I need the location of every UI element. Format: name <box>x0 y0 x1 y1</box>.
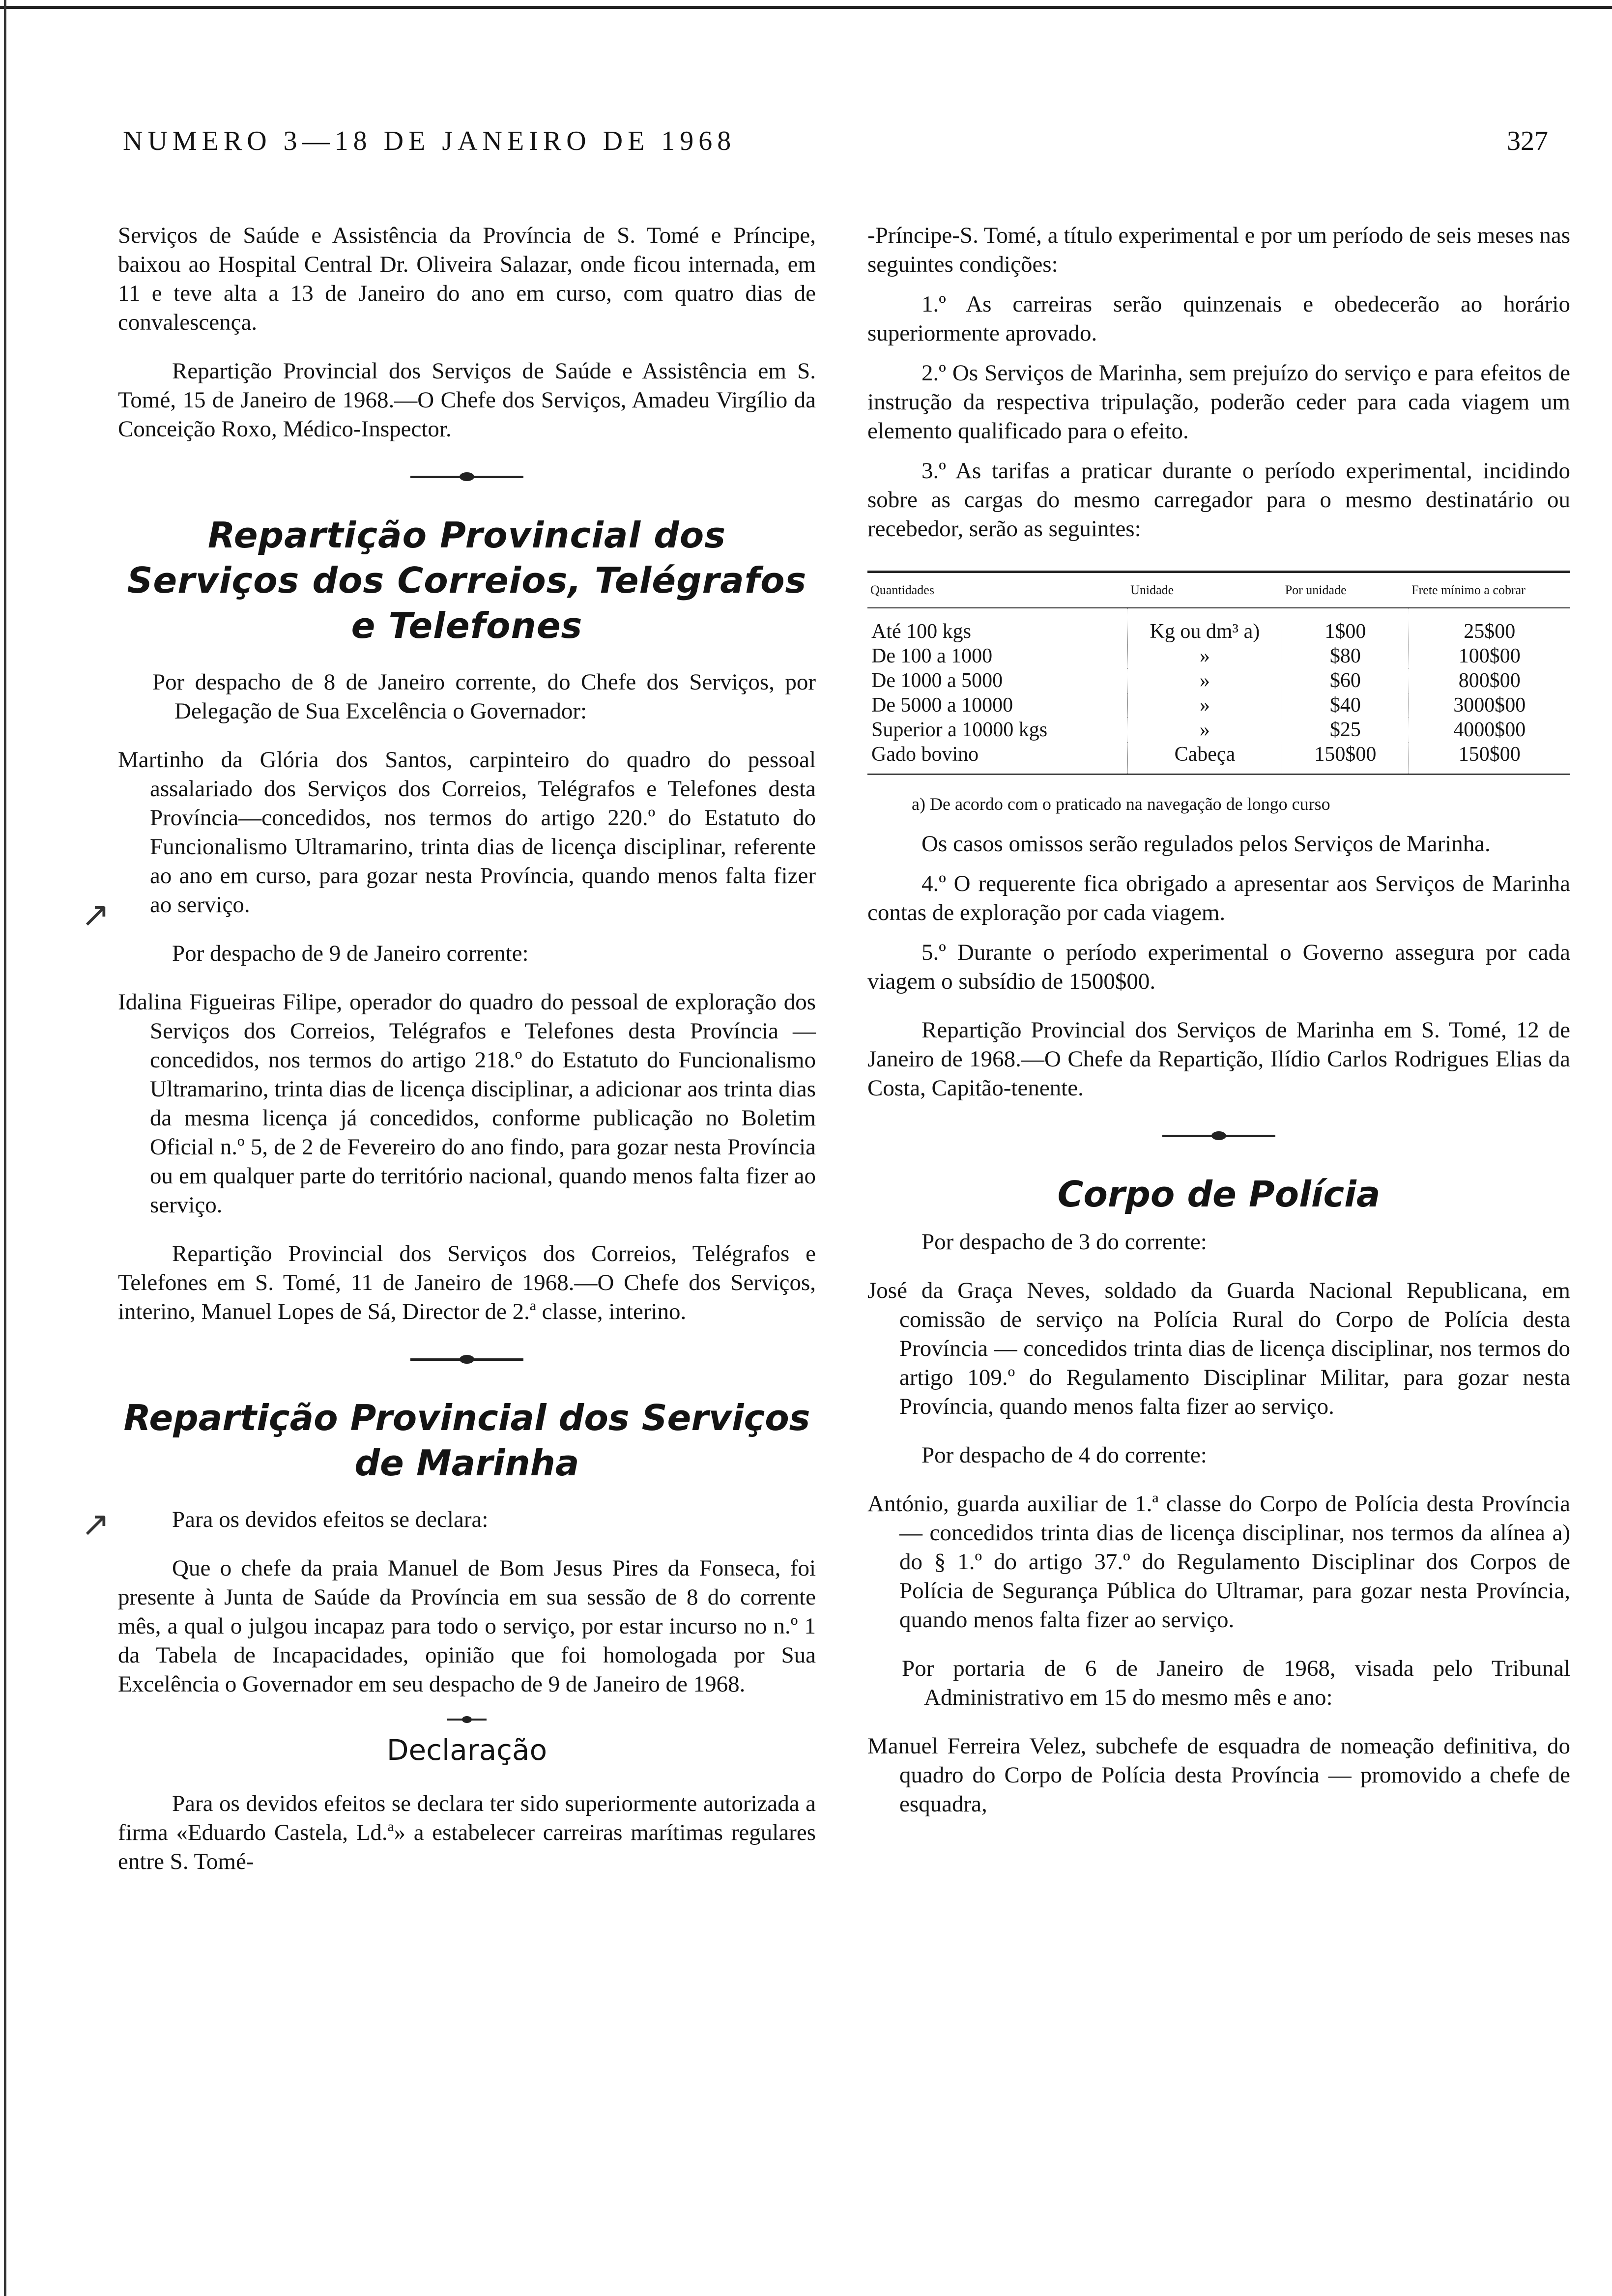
paragraph: Por despacho de 3 do corrente: <box>921 1229 1207 1255</box>
table-row <box>867 718 1570 742</box>
table-cell: $80 <box>1282 644 1409 668</box>
table-cell: Até 100 kgs <box>871 620 971 643</box>
page-number: 327 <box>1507 126 1548 156</box>
table-cell: 1$00 <box>1282 608 1409 644</box>
page-header <box>123 125 1548 155</box>
table-row <box>867 608 1570 644</box>
issue-date-heading: NUMERO 3—18 DE JANEIRO DE 1968 <box>123 126 736 156</box>
paragraph: -Príncipe-S. Tomé, a título experimental e por um período de seis meses nas seguintes condições: <box>867 223 1570 277</box>
table-row <box>867 644 1570 668</box>
table-cell: $25 <box>1282 718 1409 742</box>
table-row <box>867 693 1570 718</box>
table-cell: Superior a 10000 kgs <box>871 718 1048 741</box>
column-header: Por unidade <box>1282 572 1409 608</box>
tariff-table <box>867 571 1570 775</box>
table-row <box>867 742 1570 775</box>
table-cell: 3000$00 <box>1409 693 1570 718</box>
section-divider <box>410 1358 523 1361</box>
table-cell: $60 <box>1282 668 1409 693</box>
paragraph: Para os devidos efeitos se declara ter sido superiormente autorizada a firma «Eduardo Castela, Ld.ª» a estabelecer carreiras marítimas regulares entre S. Tomé- <box>118 1791 816 1874</box>
column-header: Frete mínimo a cobrar <box>1409 572 1570 608</box>
table-cell: 150$00 <box>1282 742 1409 775</box>
table-cell: De 5000 a 10000 <box>871 694 1013 717</box>
paragraph: Por despacho de 9 de Janeiro corrente: <box>172 941 529 966</box>
left-column <box>118 221 816 1876</box>
table-cell: $40 <box>1282 693 1409 718</box>
table-header-row <box>867 572 1570 608</box>
paragraph: Por despacho de 4 do corrente: <box>921 1442 1207 1468</box>
paragraph: Por portaria de 6 de Janeiro de 1968, visada pelo Tribunal Administrativo em 15 do mesmo mês e ano: <box>902 1656 1570 1710</box>
paragraph: José da Graça Neves, soldado da Guarda Nacional Republicana, em comissão de serviço na Polícia Rural do Corpo de Polícia desta Província — concedidos trinta dias de licença disciplinar, nos termos do artigo 109.º do Regulamento Disciplinar Militar, para gozar nesta Província, quando menos falta fizer ao serviço. <box>867 1278 1570 1419</box>
section-divider <box>410 476 523 478</box>
table-cell: Cabeça <box>1127 742 1282 775</box>
paragraph: 1.º As carreiras serão quinzenais e obedecerão ao horário superiormente aprovado. <box>867 291 1570 346</box>
column-header: Quantidades <box>867 572 1127 608</box>
paragraph: António, guarda auxiliar de 1.ª classe do Corpo de Polícia desta Província — concedidos trinta dias de licença disciplinar, nos termos da alínea a) do § 1.º do artigo 37.º do Regulamento Disciplinar dos Corpos de Polícia de Segurança Pública do Ultramar, para gozar nesta Província, quando menos falta fizer ao serviço. <box>867 1491 1570 1633</box>
margin-mark-icon: ↗ <box>81 894 110 935</box>
table-cell: Kg ou dm³ a) <box>1127 608 1282 644</box>
table-cell: » <box>1127 644 1282 668</box>
section-title-correios: Repartição Provincial dos Serviços dos Correios, Telégrafos e Telefones <box>127 515 807 646</box>
section-title-marinha: Repartição Provincial dos Serviços de Marinha <box>123 1397 810 1484</box>
paragraph: 4.º O requerente fica obrigado a apresentar aos Serviços de Marinha contas de exploração por cada viagem. <box>867 871 1570 925</box>
paragraph: Idalina Figueiras Filipe, operador do quadro do pessoal de exploração dos Serviços dos Correios, Telégrafos e Telefones desta Província — concedidos, nos termos do artigo 218.º do Estatuto do Funcionalismo Ultramarino, trinta dias de licença disciplinar, a adicionar aos trinta dias da mesma licença já concedidos, conforme publicação no Boletim Oficial n.º 5, de 2 de Fevereiro do ano findo, para gozar nesta Província ou em qualquer parte do território nacional, quando menos falta fizer ao serviço. <box>118 989 816 1218</box>
paragraph: Os casos omissos serão regulados pelos Serviços de Marinha. <box>921 831 1491 857</box>
table-cell: » <box>1127 718 1282 742</box>
paragraph: Repartição Provincial dos Serviços de Saúde e Assistência em S. Tomé, 15 de Janeiro de 1968.—O Chefe dos Serviços, Amadeu Virgílio da Conceição Roxo, Médico-Inspector. <box>118 358 816 442</box>
table-cell: Gado bovino <box>867 742 1127 775</box>
table-cell: De 100 a 1000 <box>871 645 993 667</box>
subsection-title-declaracao: Declaração <box>386 1733 547 1767</box>
margin-mark-icon: ↗ <box>81 1504 110 1544</box>
paragraph: 3.º As tarifas a praticar durante o período experimental, incidindo sobre as cargas do mesmo carregador para o mesmo destinatário ou recebedor, serão as seguintes: <box>867 458 1570 542</box>
paragraph: 5.º Durante o período experimental o Governo assegura por cada viagem o subsídio de 1500$00. <box>867 940 1570 994</box>
table-row <box>867 668 1570 693</box>
top-border-rule <box>0 6 1612 9</box>
section-divider <box>1162 1135 1275 1137</box>
left-border-rule <box>4 0 6 2296</box>
paragraph: Por despacho de 8 de Janeiro corrente, do Chefe dos Serviços, por Delegação de Sua Excelência o Governador: <box>152 669 816 724</box>
table-cell: 800$00 <box>1409 668 1570 693</box>
paragraph: Para os devidos efeitos se declara: <box>172 1507 489 1532</box>
paragraph: Serviços de Saúde e Assistência da Província de S. Tomé e Príncipe, baixou ao Hospital Central Dr. Oliveira Salazar, onde ficou internada, em 11 e teve alta a 13 de Janeiro do ano em curso, com quatro dias de convalescença. <box>118 223 816 335</box>
column-header: Unidade <box>1127 572 1282 608</box>
paragraph: Repartição Provincial dos Serviços dos Correios, Telégrafos e Telefones em S. Tomé, 11 de Janeiro de 1968.—O Chefe dos Serviços, interino, Manuel Lopes de Sá, Director de 2.ª classe, interino. <box>118 1241 816 1324</box>
table-cell: 150$00 <box>1409 742 1570 775</box>
table-cell: De 1000 a 5000 <box>871 669 1003 692</box>
table-footnote: a) De acordo com o praticado na navegação de longo curso <box>912 794 1330 814</box>
subsection-divider <box>447 1719 487 1721</box>
paragraph: Martinho da Glória dos Santos, carpinteiro do quadro do pessoal assalariado dos Serviços dos Correios, Telégrafos e Telefones desta Província—concedidos, nos termos do artigo 220.º do Estatuto do Funcionalismo Ultramarino, trinta dias de licença disciplinar, referente ao ano em curso, para gozar nesta Província, quando menos falta fizer ao serviço. <box>118 747 816 918</box>
table-cell: 25$00 <box>1409 608 1570 644</box>
right-column <box>867 221 1570 1819</box>
paragraph: Que o chefe da praia Manuel de Bom Jesus Pires da Fonseca, foi presente à Junta de Saúde da Província em sua sessão de 8 do corrente mês, a qual o julgou incapaz para todo o serviço, por estar incurso no n.º 1 da Tabela de Incapacidades, opinião que foi homologada por Sua Excelência o Governador em seu despacho de 9 de Janeiro de 1968. <box>118 1555 816 1697</box>
table-cell: 100$00 <box>1409 644 1570 668</box>
paragraph: 2.º Os Serviços de Marinha, sem prejuízo do serviço e para efeitos de instrução da respectiva tripulação, poderão ceder para cada viagem um elemento qualificado para o efeito. <box>867 360 1570 444</box>
table-cell: » <box>1127 668 1282 693</box>
paragraph: Manuel Ferreira Velez, subchefe de esquadra de nomeação definitiva, do quadro do Corpo de Polícia desta Província — promovido a chefe de esquadra, <box>867 1733 1570 1817</box>
table-cell: » <box>1127 693 1282 718</box>
section-title-policia: Corpo de Polícia <box>1057 1174 1381 1215</box>
table-cell: 4000$00 <box>1409 718 1570 742</box>
paragraph: Repartição Provincial dos Serviços de Marinha em S. Tomé, 12 de Janeiro de 1968.—O Chefe da Repartição, Ilídio Carlos Rodrigues Elias da Costa, Capitão-tenente. <box>867 1017 1570 1101</box>
